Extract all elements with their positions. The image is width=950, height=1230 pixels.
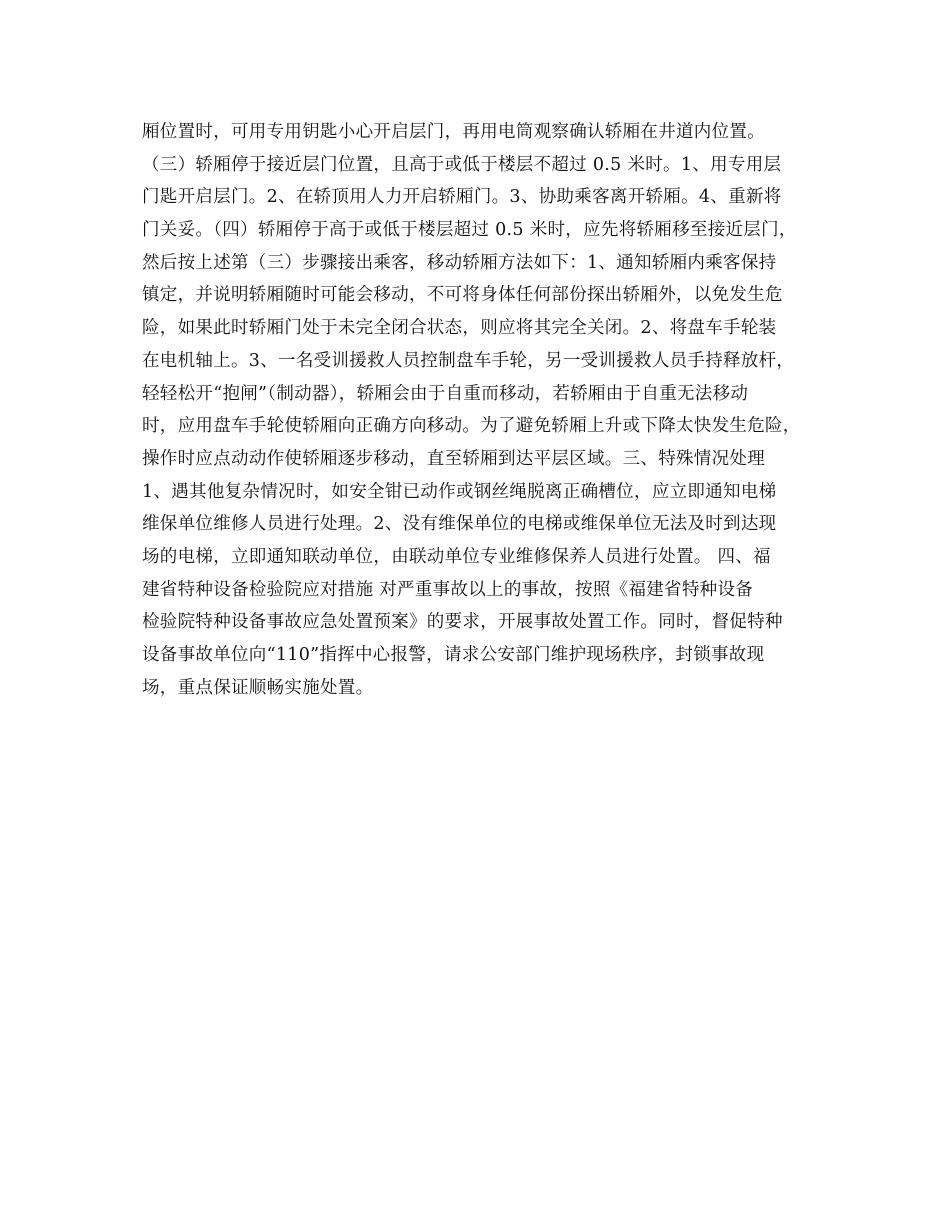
text-line: 然后按上述第（三）步骤接出乘客，移动轿厢方法如下：1、通知轿厢内乘客保持 [142,252,777,273]
text-line: 检验院特种设备事故应急处置预案》的要求，开展事故处置工作。同时，督促特种 [142,612,783,633]
text-line: 维保单位维修人员进行处理。2、没有维保单位的电梯或维保单位无法及时到达现 [142,514,777,535]
text-line: 场，重点保证顺畅实施处置。 [142,677,374,698]
text-line: 镇定，并说明轿厢随时可能会移动，不可将身体任何部份探出轿厢外，以免发生危 [142,285,783,306]
text-line: 厢位置时，可用专用钥匙小心开启层门，再用电筒观察确认轿厢在井道内位置。 [142,122,765,142]
text-line: 场的电梯，立即通知联动单位，由联动单位专业维修保养人员进行处置。 四、福 [142,546,771,567]
text-line: 1、遇其他复杂情况时，如安全钳已动作或钢丝绳脱离正确槽位，应立即通知电梯 [142,481,777,502]
text-line: 轻轻松开“抱闸”（制动器），轿厢会由于自重而移动，若轿厢由于自重无法移动 [142,383,749,404]
text-line: 设备事故单位向“110”指挥中心报警，请求公安部门维护现场秩序，封锁事故现 [142,645,765,665]
body-text [142,116,842,704]
text-line: 险，如果此时轿厢门处于未完全闭合状态，则应将其完全关闭。2、将盘车手轮装 [142,318,777,339]
text-line: （三）轿厢停于接近层门位置，且高于或低于楼层不超过 0.5 米时。1、用专用层 [142,154,782,175]
text-line: 时，应用盘车手轮使轿厢向正确方向移动。为了避免轿厢上升或下降太快发生危险， [142,416,801,437]
text-line: 门关妥。（四）轿厢停于高于或低于楼层超过 0.5 米时，应先将轿厢移至接近层门， [142,220,797,241]
text-line: 在电机轴上。3、一名受训援救人员控制盘车手轮，另一受训援救人员手持释放杆， [142,350,795,371]
text-line: 建省特种设备检验院应对措施 对严重事故以上的事故，按照《福建省特种设备 [142,579,754,600]
text-line: 操作时应点动动作使轿厢逐步移动，直至轿厢到达平层区域。三、特殊情况处理 [142,448,765,469]
text-line: 门匙开启层门。2、在轿顶用人力开启轿厢门。3、协助乘客离开轿厢。4、重新将 [142,187,782,208]
